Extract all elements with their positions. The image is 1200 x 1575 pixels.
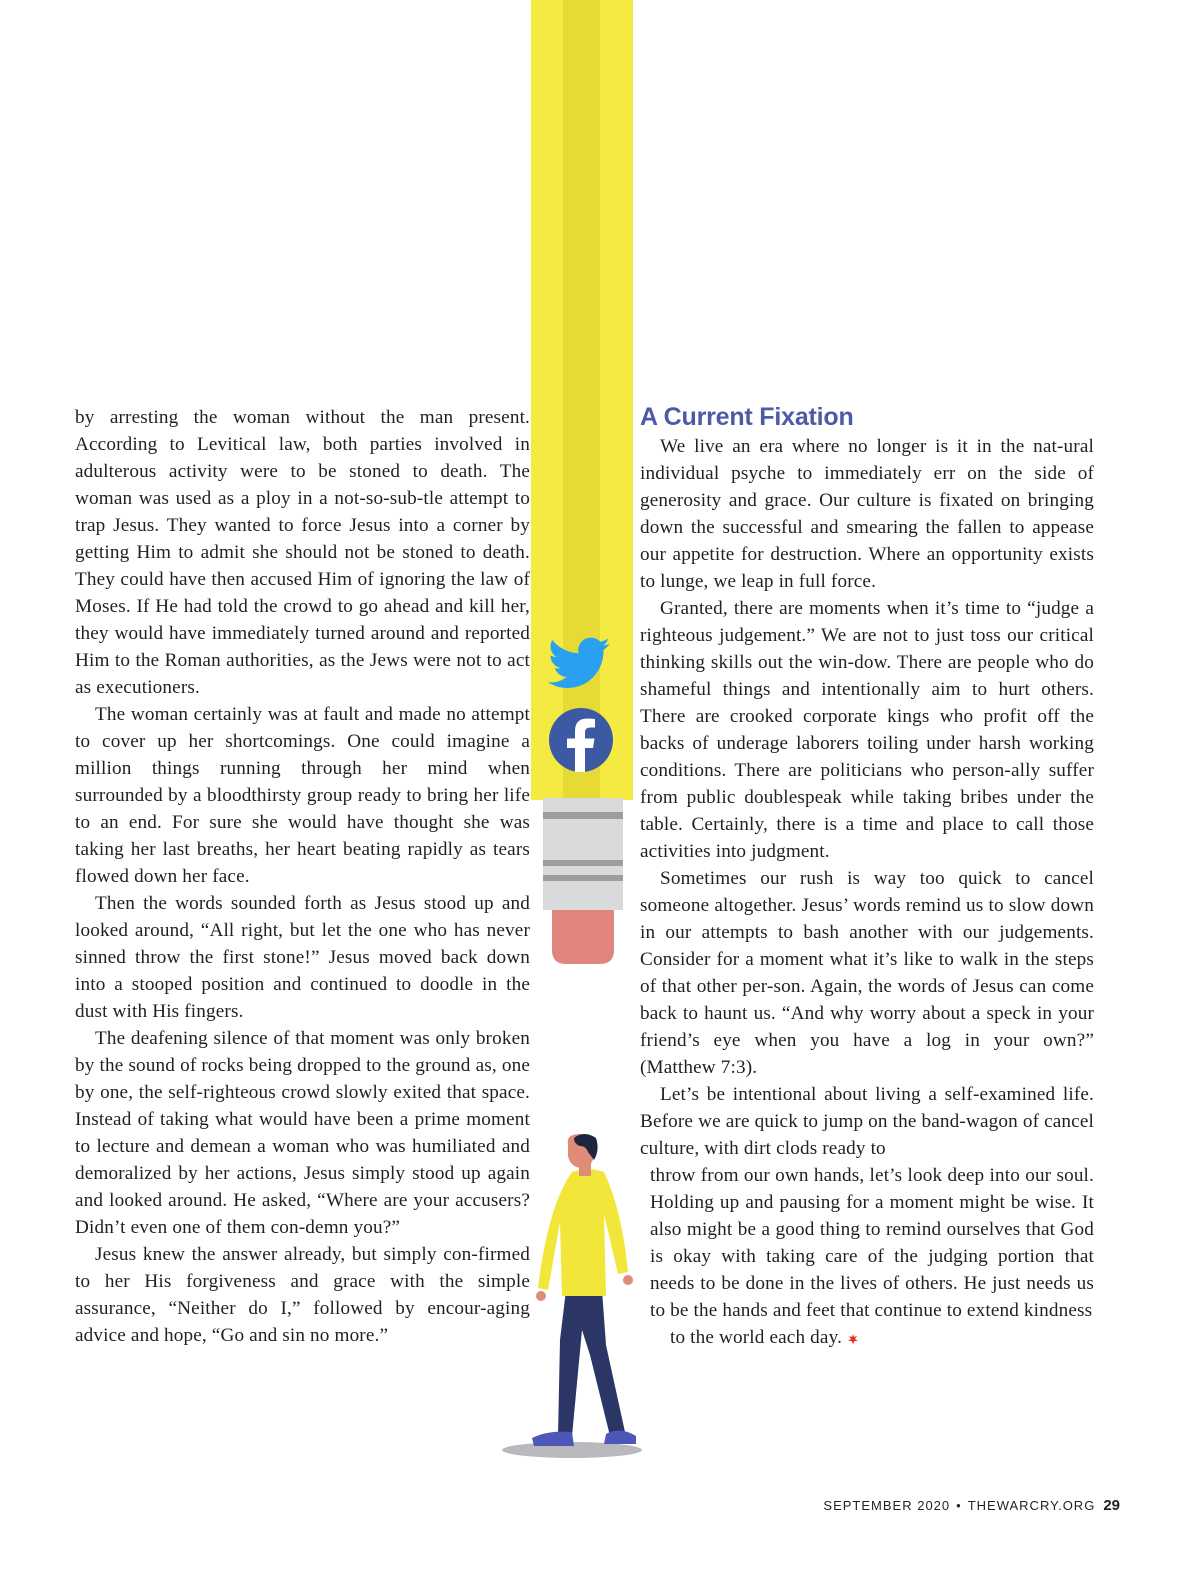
twitter-icon (548, 638, 610, 688)
footer-issue: SEPTEMBER 2020 (823, 1498, 951, 1513)
left-paragraph-5: Jesus knew the answer already, but simply con-firmed to her His forgiveness and grace with the simple assurance, “Neither do I,” followed by encour-aging advice and hope, “Go and sin no more.” (75, 1244, 530, 1346)
pencil-body (531, 0, 633, 800)
left-column (75, 404, 530, 1349)
facebook-icon (549, 708, 613, 772)
right-column (640, 404, 1094, 1351)
pencil-illustration (531, 0, 633, 964)
pencil-ferrule (543, 798, 623, 910)
left-paragraph-4: The deafening silence of that moment was only broken by the sound of rocks being dropped to the ground as, one by one, the self-righteous crowd slowly exited that space. Instead of taking what would have been a prime moment to lecture and demean a woman who was humiliated and demoralized by her actions, Jesus simply stood up again and looked around. He asked, “Where are your accusers? Didn’t even one of them con-demn you?” (75, 1028, 530, 1238)
right-paragraph-4-continued: throw from our own hands, let’s look deep into our soul. Holding up and pausing for a moment might be wise. It also might be a good thing to remind ourselves that God is okay with taking care of the judging portion that needs to be done in the lives of others. He just needs us to be the hands and feet that continue to extend kindness (650, 1165, 1094, 1321)
pencil-shade-stripe (563, 0, 600, 800)
right-paragraph-4-final (640, 1324, 1094, 1351)
left-paragraph-2: The woman certainly was at fault and made no attempt to cover up her shortcomings. One could imagine a million things running through her mind when surrounded by a bloodthirsty group ready to bring her life to an end. For sure she would have thought she was taking her last breaths, her heart beating rapidly as tears flowed down her face. (75, 704, 530, 887)
footer-site: THEWARCRY.ORG (967, 1498, 1096, 1513)
left-paragraph-3: Then the words sounded forth as Jesus stood up and looked around, “All right, but let the one who has never sinned throw the first stone!” Jesus moved back down into a stooped position and continued to doodle in the dust with His fingers. (75, 893, 530, 1022)
right-paragraph-1: We live an era where no longer is it in the nat-ural individual psyche to immediately err on the side of generosity and grace. Our culture is fixated on bringing down the successful and smearing the fallen to appease our appetite for destruction. Where an opportunity exists to lunge, we leap in full force. (640, 436, 1094, 592)
final-line: to the world each day. (670, 1327, 843, 1348)
left-paragraph-1: by arresting the woman without the man present. According to Levitical law, both parties involved in adulterous activity were to be stoned to death. The woman was used as a ploy in a not-so-sub-tle attempt to trap Jesus. They wanted to force Jesus into a corner by getting Him to admit she should not be stoned to death. They could have then accused Him of ignoring the law of Moses. If He had told the crowd to go ahead and kill her, they would have immediately turned around and reported Him to the Roman authorities, as the Jews were not to act as executioners. (75, 407, 530, 698)
footer-separator: • (956, 1498, 962, 1513)
pencil-eraser (552, 910, 614, 964)
page-footer (700, 1497, 1120, 1514)
right-paragraph-3: Sometimes our rush is way too quick to cancel someone altogether. Jesus’ words remind us to slow down in our attempts to bash another with our judgements. Consider for a moment what it’s like to walk in the steps of that other per-son. Again, the words of Jesus can come back to haunt us. “And why worry about a speck in your friend’s eye when you have a log in your own?” (Matthew 7:3). (640, 868, 1094, 1078)
section-heading: A Current Fixation (640, 403, 854, 431)
right-paragraph-2: Granted, there are moments when it’s time to “judge a righteous judgement.” We are not to just toss our critical thinking skills out the win-dow. There are people who do shameful things and intentionally aim to hurt others. There are crooked corporate kings who profit off the backs of underage laborers toiling under harsh working conditions. There are politicians who person-ally suffer from public doublespeak while taking bribes under the table. Certainly, there is a time and place to call those activities into judgment. (640, 598, 1094, 862)
end-mark-icon (848, 1334, 858, 1344)
right-paragraph-4: Let’s be intentional about living a self-examined life. Before we are quick to jump on the band-wagon of cancel culture, with dirt clods ready to (640, 1084, 1094, 1159)
page-number: 29 (1103, 1497, 1120, 1514)
